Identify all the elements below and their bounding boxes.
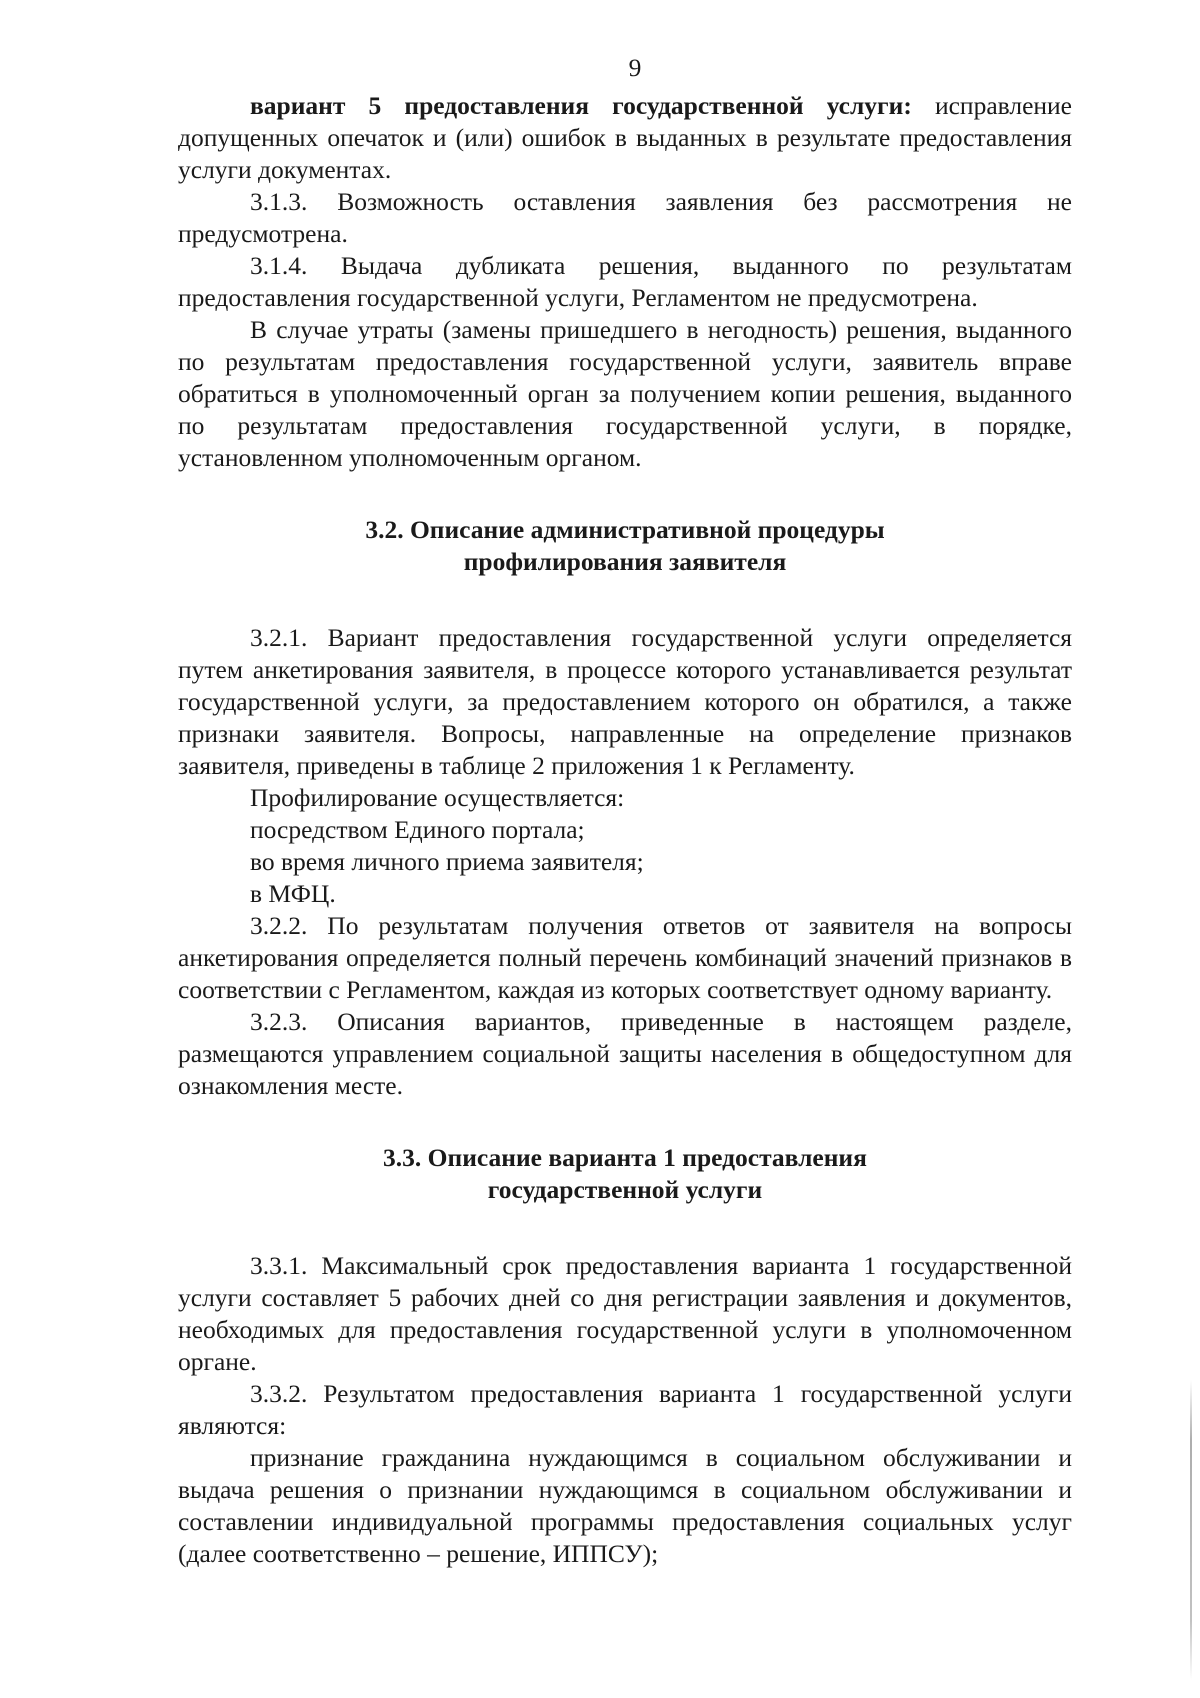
- section-heading-line: профилирования заявителя: [463, 547, 787, 576]
- scan-edge-artifact: [1190, 1380, 1192, 1680]
- paragraph-3-1-3: 3.1.3. Возможность оставления заявления без рассмотрения не предусмотрена.: [178, 187, 1072, 248]
- section-3-3-heading: [178, 1142, 1072, 1206]
- paragraph-3-2-3: 3.2.3. Описания вариантов, приведенные в настоящем разделе, размещаются управлением социальной защиты населения в общедоступном для ознакомления месте.: [178, 1007, 1072, 1100]
- section-heading-line: 3.2. Описание административной процедуры: [365, 515, 885, 544]
- variant-5-lead: вариант 5 предоставления государственной услуги:: [250, 91, 912, 120]
- profiling-item: в МФЦ.: [250, 879, 336, 908]
- section-heading-line: государственной услуги: [487, 1175, 763, 1204]
- variant-5-text: исправление допущенных опечаток и (или) ошибок в выданных в результате предоставления услуги документах.: [178, 91, 1073, 184]
- page-number: 9: [628, 53, 642, 82]
- paragraph-loss: В случае утраты (замены пришедшего в негодность) решения, выданного по результатам предоставления государственной услуги, заявитель вправе обратиться в уполномоченный орган за получением копии решения, выданного по результатам предоставления государственной услуги, в порядке, установленном уполномоченным органом.: [178, 315, 1072, 472]
- paragraph-recognition: признание гражданина нуждающимся в социальном обслуживании и выдача решения о признании нуждающимся в социальном обслуживании и составлении индивидуальной программы предоставления социальных услуг (далее соответственно – решение, ИППСУ);: [178, 1443, 1072, 1568]
- paragraph-variant-5: [178, 90, 1072, 186]
- paragraph-3-2-1: 3.2.1. Вариант предоставления государственной услуги определяется путем анкетирования заявителя, в процессе которого устанавливается результат государственной услуги, за предоставлением которого он обратился, а также признаки заявителя. Вопросы, направленные на определение признаков заявителя, приведены в таблице 2 приложения 1 к Регламенту.: [178, 623, 1072, 780]
- paragraph-3-3-2: 3.3.2. Результатом предоставления варианта 1 государственной услуги являются:: [178, 1379, 1072, 1440]
- paragraph-3-2-2: 3.2.2. По результатам получения ответов от заявителя на вопросы анкетирования определяется полный перечень комбинаций значений признаков в соответствии с Регламентом, каждая из которых соответствует одному варианту.: [178, 911, 1072, 1004]
- profiling-item: посредством Единого портала;: [250, 815, 585, 844]
- section-heading-line: 3.3. Описание варианта 1 предоставления: [383, 1143, 867, 1172]
- paragraph-3-3-1: 3.3.1. Максимальный срок предоставления варианта 1 государственной услуги составляет 5 рабочих дней со дня регистрации заявления и документов, необходимых для предоставления государственной услуги в уполномоченном органе.: [178, 1251, 1072, 1376]
- profiling-intro: Профилирование осуществляется:: [250, 783, 625, 812]
- paragraph-3-1-4: 3.1.4. Выдача дубликата решения, выданного по результатам предоставления государственной услуги, Регламентом не предусмотрена.: [178, 251, 1072, 312]
- profiling-item: во время личного приема заявителя;: [250, 847, 644, 876]
- section-3-2-heading: [178, 514, 1072, 578]
